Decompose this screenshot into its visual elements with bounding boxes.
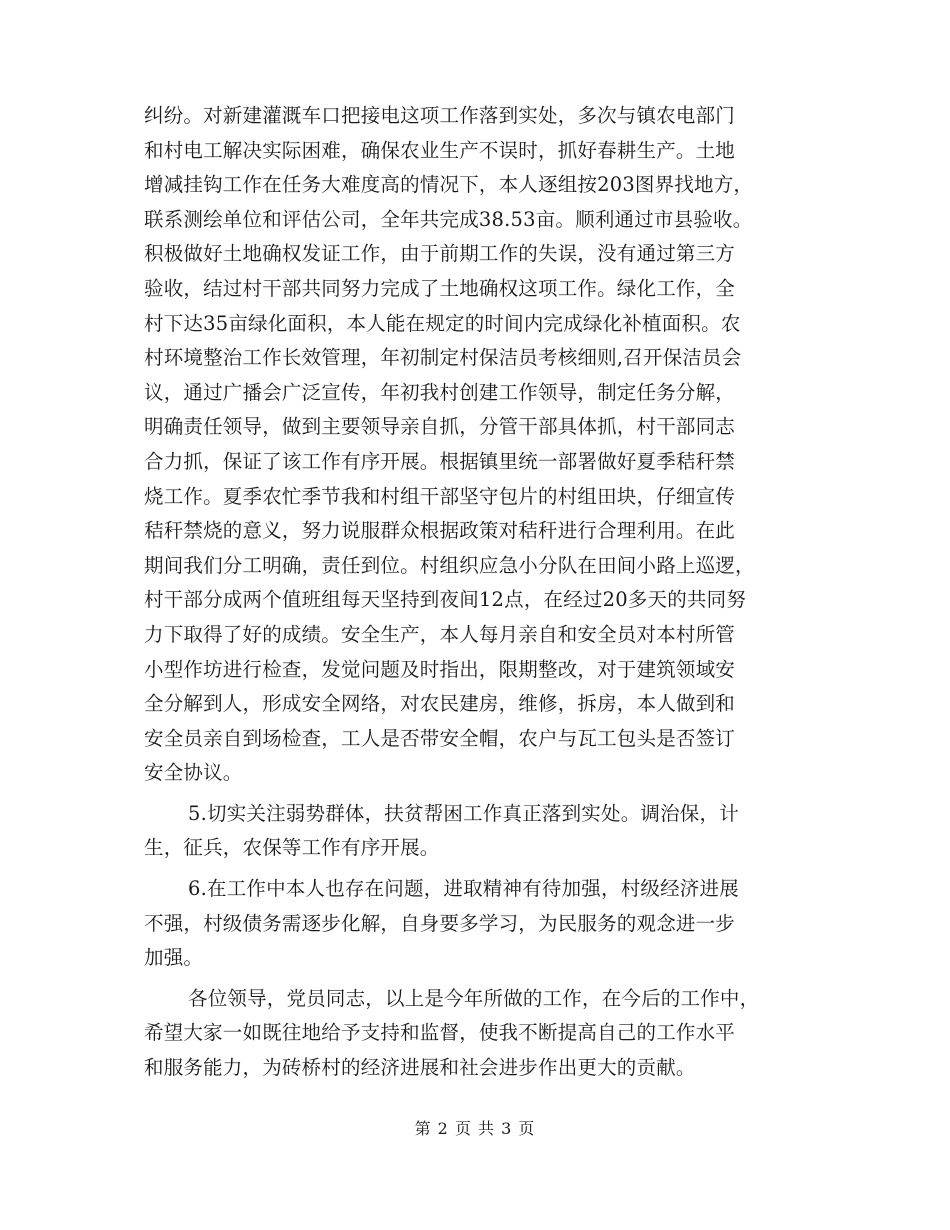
text-line: 村下达35亩绿化面积，本人能在规定的时间内完成绿化补植面积。农 bbox=[144, 311, 741, 335]
document-body bbox=[144, 99, 804, 1086]
text-line: 力下取得了好的成绩。安全生产，本人每月亲自和安全员对本村所管 bbox=[144, 622, 736, 646]
text-line: 村环境整治工作长效管理，年初制定村保洁员考核细则,召开保洁员会 bbox=[144, 346, 742, 370]
text-line: 和服务能力，为砖桥村的经济进展和社会进步作出更大的贡献。 bbox=[144, 1056, 696, 1080]
text-line: 联系测绘单位和评估公司，全年共完成38.53亩。顺利通过市县验收。 bbox=[144, 207, 753, 231]
text-line: 小型作坊进行检查，发觉问题及时指出，限期整改，对于建筑领域安 bbox=[144, 657, 736, 681]
text-line: 5.切实关注弱势群体，扶贫帮困工作真正落到实处。调治保，计 bbox=[188, 801, 739, 825]
text-line: 不强，村级债务需逐步化解，自身要多学习，为民服务的观念进一步 bbox=[144, 911, 736, 935]
text-line: 增减挂钩工作在任务大难度高的情况下，本人逐组按203图界找地方， bbox=[144, 173, 754, 197]
paragraph-closing bbox=[144, 982, 804, 1086]
text-line: 议，通过广播会广泛宣传，年初我村创建工作领导，制定任务分解， bbox=[144, 380, 736, 404]
text-line: 秸秆禁烧的意义，努力说服群众根据政策对秸秆进行合理利用。在此 bbox=[144, 519, 736, 543]
text-line: 和村电工解决实际困难，确保农业生产不误时，抓好春耕生产。土地 bbox=[144, 138, 736, 162]
text-line: 生，征兵，农保等工作有序开展。 bbox=[144, 836, 440, 860]
text-line: 期间我们分工明确，责任到位。村组织应急小分队在田间小路上巡逻， bbox=[144, 553, 755, 577]
text-line: 纠纷。对新建灌溉车口把接电这项工作落到实处，多次与镇农电部门 bbox=[144, 104, 736, 127]
text-line: 加强。 bbox=[144, 946, 204, 970]
text-line: 明确责任领导，做到主要领导亲自抓，分管干部具体抓，村干部同志 bbox=[144, 415, 736, 439]
text-line: 烧工作。夏季农忙季节我和村组干部坚守包片的村组田块，仔细宣传 bbox=[144, 484, 736, 508]
text-line: 村干部分成两个值班组每天坚持到夜间12点，在经过20多天的共同努 bbox=[144, 588, 747, 612]
text-line: 安全协议。 bbox=[144, 761, 243, 785]
paragraph-continued bbox=[144, 99, 804, 791]
text-line: 6.在工作中本人也存在问题，进取精神有待加强，村级经济进展 bbox=[188, 877, 739, 901]
text-line: 希望大家一如既往地给予支持和监督，使我不断提高自己的工作水平 bbox=[144, 1021, 736, 1045]
text-line: 合力抓，保证了该工作有序开展。根据镇里统一部署做好夏季秸秆禁 bbox=[144, 449, 736, 473]
page-number-footer: 第 2 页 共 3 页 bbox=[414, 1119, 536, 1138]
text-line: 各位领导，党员同志，以上是今年所做的工作，在今后的工作中， bbox=[188, 986, 760, 1010]
text-line: 验收，结过村干部共同努力完成了土地确权这项工作。绿化工作，全 bbox=[144, 276, 736, 300]
text-line: 全分解到人，形成安全网络，对农民建房，维修，拆房，本人做到和 bbox=[144, 692, 736, 716]
text-line: 安全员亲自到场检查，工人是否带安全帽，农户与瓦工包头是否签订 bbox=[144, 726, 736, 750]
paragraph-item-5 bbox=[144, 797, 804, 866]
text-line: 积极做好土地确权发证工作，由于前期工作的失误，没有通过第三方 bbox=[144, 242, 736, 266]
paragraph-item-6 bbox=[144, 872, 804, 976]
